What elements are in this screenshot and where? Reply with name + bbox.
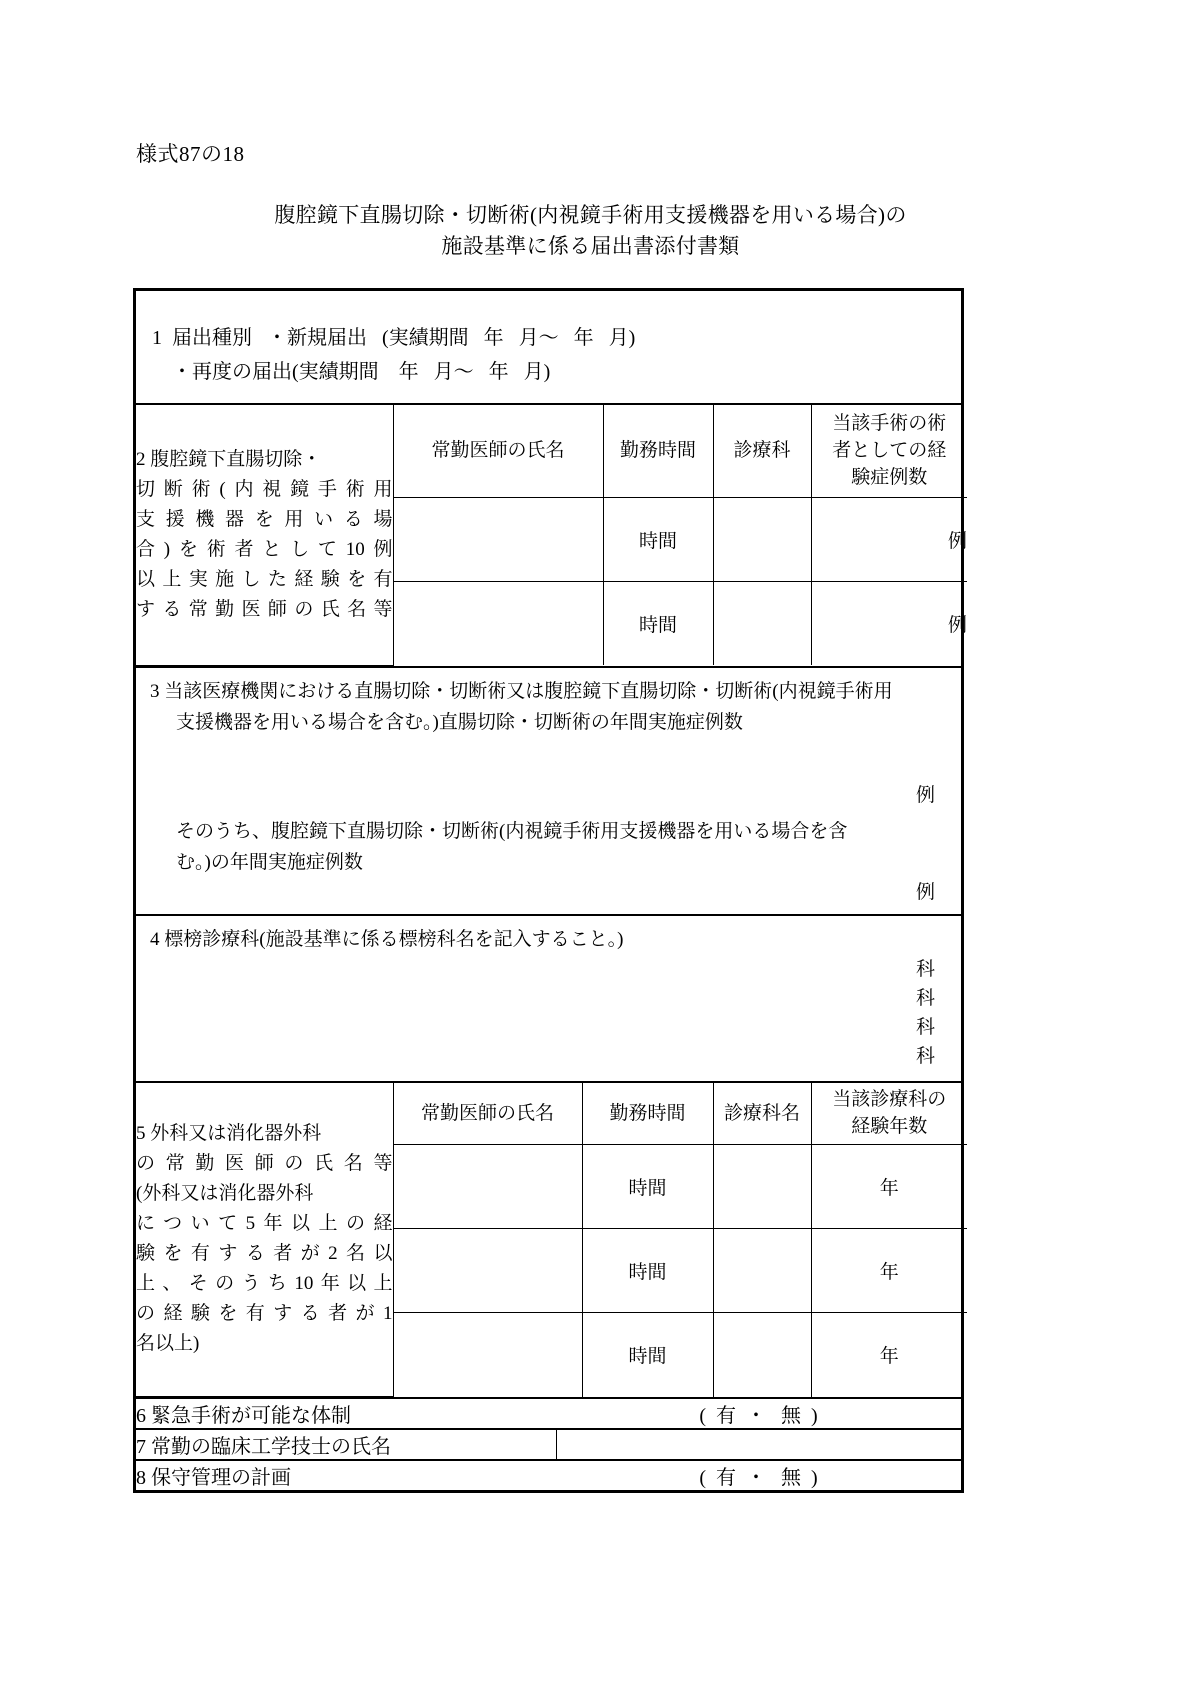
section-3-line-2: 支援機器を用いる場合を含む。)直腸切除・切断術の年間実施症例数 (176, 711, 743, 733)
section-2-header-experience-line-2: 者としての経 (832, 440, 947, 462)
section-3-line-4: む。)の年間実施症例数 (176, 851, 363, 873)
section-2-label-line-1: 2 腹腔鏡下直腸切除・ (136, 448, 322, 470)
section-2-header-experience-line-3: 験症例数 (851, 467, 928, 489)
section-7-grid (136, 1430, 961, 1459)
section-5-label-line-2: の常勤医師の氏名等 (136, 1153, 393, 1175)
section-4-departments (136, 914, 961, 1081)
section-5-name-input-1[interactable] (393, 1145, 582, 1229)
section-2-name-input-2[interactable] (393, 581, 603, 665)
section-2-header-hours: 勤務時間 (603, 405, 713, 497)
form-frame (133, 288, 967, 1493)
unit-hours-2: 時間 (628, 1262, 667, 1283)
section-1-notification-type (136, 291, 961, 403)
table-row-header (136, 1083, 967, 1145)
section-3-unit-1: 例 (915, 784, 935, 806)
section-5-years-input-1[interactable] (811, 1145, 967, 1229)
unit-department-2: 科 (915, 987, 935, 1009)
section-5-hours-input-2[interactable] (582, 1229, 713, 1313)
section-2-header-name: 常勤医師の氏名 (393, 405, 603, 497)
section-5-name-input-3[interactable] (393, 1313, 582, 1397)
unit-department-4: 科 (915, 1045, 935, 1067)
section-5-grid (136, 1083, 967, 1398)
section-4-entry-2[interactable] (136, 984, 961, 1013)
section-2-header-experience (811, 405, 967, 497)
section-5-label-line-3: (外科又は消化器外科 (136, 1183, 314, 1205)
section-5-label-cell (136, 1083, 393, 1397)
section-2-cases-input-1[interactable] (811, 497, 967, 581)
section-2-department-input-1[interactable] (713, 497, 811, 581)
section-2-department-input-2[interactable] (713, 581, 811, 665)
section-5-label-line-1: 5 外科又は消化器外科 (136, 1123, 322, 1145)
unit-years-1: 年 (879, 1178, 899, 1199)
table-row (136, 1399, 961, 1428)
section-6-label: 6 緊急手術が可能な体制 (136, 1405, 351, 1427)
section-8-choice[interactable]: ( 有 ・ 無 ) (699, 1467, 818, 1489)
section-5-years-input-2[interactable] (811, 1229, 967, 1313)
section-5-label-line-6: 上、そのうち10年以上 (136, 1273, 393, 1295)
section-5-header-experience-line-2: 経験年数 (851, 1116, 928, 1138)
section-5-years-input-3[interactable] (811, 1313, 967, 1397)
section-2-label-line-3: 支援機器を用いる場 (136, 508, 393, 530)
section-3-line-3: そのうち、腹腔鏡下直腸切除・切断術(内視鏡手術用支援機器を用いる場合を含 (176, 820, 848, 842)
section-3-line-1: 3 当該医療機関における直腸切除・切断術又は腹腔鏡下直腸切除・切断術(内視鏡手術用 (150, 680, 893, 702)
section-6-emergency-surgery (136, 1397, 961, 1428)
section-4-entry-4[interactable] (136, 1042, 961, 1071)
section-7-name-input[interactable] (556, 1430, 961, 1459)
section-8-maintenance-plan (136, 1459, 961, 1490)
section-8-grid (136, 1461, 961, 1490)
section-7-label: 7 常勤の臨床工学技士の氏名 (136, 1436, 391, 1458)
section-6-choice[interactable]: ( 有 ・ 無 ) (699, 1405, 818, 1427)
section-3-entry-area-1[interactable] (136, 738, 961, 782)
page-title (0, 200, 1181, 262)
section-5-hours-input-3[interactable] (582, 1313, 713, 1397)
section-5-name-input-2[interactable] (393, 1229, 582, 1313)
section-5-header-experience (811, 1083, 967, 1145)
section-5-department-input-3[interactable] (713, 1313, 811, 1397)
unit-years-3: 年 (879, 1346, 899, 1368)
section-2-header-experience-line-1: 当該手術の術 (832, 413, 947, 435)
section-5-hours-input-1[interactable] (582, 1145, 713, 1229)
unit-department-1: 科 (915, 958, 935, 980)
section-5-department-input-2[interactable] (713, 1229, 811, 1313)
section-5-label-line-5: 験を有する者が2名以 (136, 1243, 393, 1265)
section-3-paragraph-1 (136, 676, 961, 738)
section-2-hours-input-2[interactable] (603, 581, 713, 665)
section-5-label-line-4: について5年以上の経 (136, 1213, 393, 1235)
section-2-label-line-4: 合)を術者として10例 (136, 538, 393, 560)
section-5-header-name: 常勤医師の氏名 (393, 1083, 582, 1145)
unit-hours-1: 時間 (628, 1178, 667, 1199)
table-row-header (136, 405, 967, 497)
table-row (136, 1461, 961, 1490)
section-6-grid (136, 1399, 961, 1428)
unit-cases-1: 例 (947, 530, 967, 552)
section-2-label-line-5: 以上実施した経験を有 (136, 568, 393, 590)
section-5-surgeon-table (136, 1081, 961, 1398)
section-3-unit-2: 例 (915, 881, 935, 903)
section-5-header-hours: 勤務時間 (582, 1083, 713, 1145)
title-line-1: 腹腔鏡下直腸切除・切断術(内視鏡手術用支援機器を用いる場合)の (274, 203, 907, 227)
section-3-paragraph-2 (136, 810, 961, 878)
section-2-header-department: 診療科 (713, 405, 811, 497)
section-5-header-experience-line-1: 当該診療科の (832, 1089, 947, 1111)
table-row (136, 1430, 961, 1459)
section-5-label-line-8: 名以上) (136, 1333, 200, 1355)
section-4-entry-1[interactable] (136, 955, 961, 984)
section-4-entry-3[interactable] (136, 1013, 961, 1042)
section-2-hours-input-1[interactable] (603, 497, 713, 581)
section-4-heading: 4 標榜診療科(施設基準に係る標榜科名を記入すること。) (150, 928, 624, 950)
section-5-header-department: 診療科名 (713, 1083, 811, 1145)
section-2-surgeon-table (136, 403, 967, 666)
section-2-grid (136, 405, 967, 666)
section-2-label-line-6: する常勤医師の氏名等 (136, 598, 393, 620)
unit-years-2: 年 (879, 1262, 899, 1283)
section-7-clinical-engineer (136, 1428, 961, 1459)
unit-hours-2: 時間 (638, 614, 677, 636)
unit-department-3: 科 (915, 1016, 935, 1038)
section-5-department-input-1[interactable] (713, 1145, 811, 1229)
section-2-name-input-1[interactable] (393, 497, 603, 581)
section-2-cases-input-2[interactable] (811, 581, 967, 665)
section-8-label: 8 保守管理の計画 (136, 1467, 291, 1489)
section-1-line-2: ・再度の届出(実績期間 年 月〜 年 月) (172, 361, 551, 383)
section-1-line-1: 1 届出種別 ・新規届出 (実績期間 年 月〜 年 月) (152, 327, 636, 349)
section-5-label-line-7: の経験を有する者が1 (136, 1303, 393, 1325)
section-3-annual-cases (136, 666, 961, 914)
title-line-2: 施設基準に係る届出書添付書類 (441, 234, 740, 258)
unit-cases-2: 例 (947, 614, 967, 636)
unit-hours-1: 時間 (638, 530, 677, 552)
unit-hours-3: 時間 (628, 1346, 667, 1368)
section-2-label-cell (136, 405, 393, 665)
section-2-label-line-2: 切断術(内視鏡手術用 (136, 478, 393, 500)
form-number: 様式87の18 (136, 142, 245, 166)
